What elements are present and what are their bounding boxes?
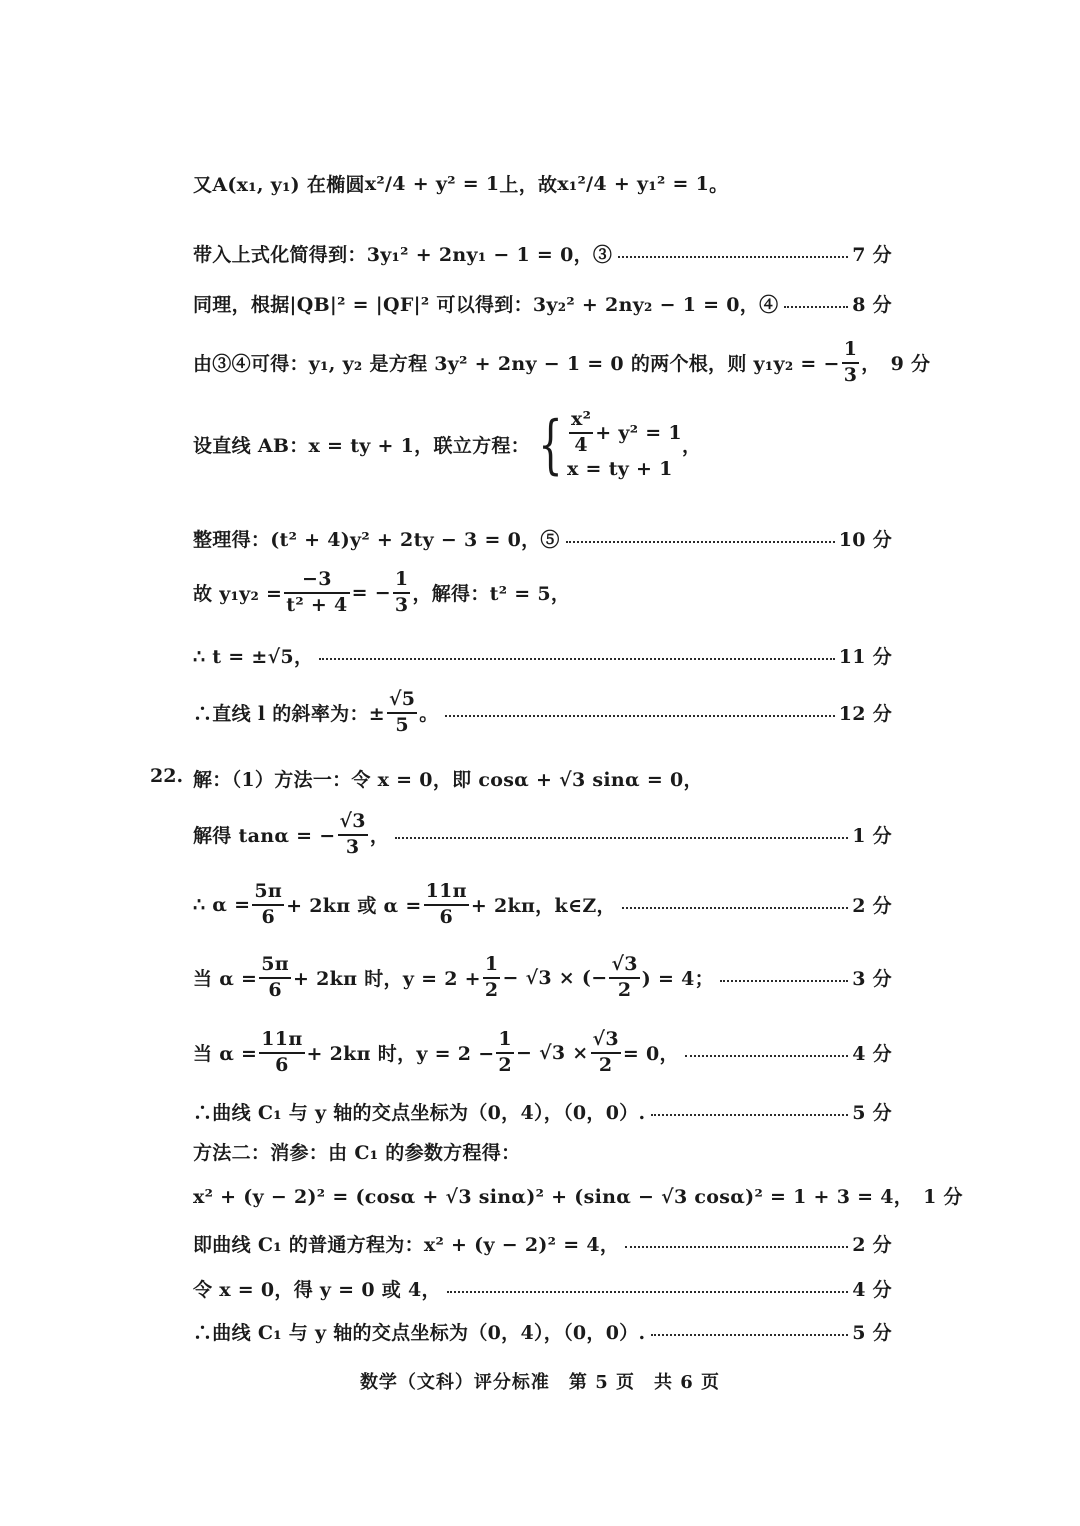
solution-line <box>193 1318 892 1345</box>
fraction-denominator: 6 <box>268 978 282 1001</box>
line-text: 令 x = 0，得 y = 0 或 4， <box>193 1279 441 1301</box>
fraction <box>387 690 417 736</box>
score-label: 1 分 <box>923 1186 963 1208</box>
line-text: + 2kπ 时，y = 2 + <box>293 968 481 991</box>
question-number: 22. <box>150 765 184 787</box>
score-label: 11 分 <box>838 646 892 668</box>
dotted-leader <box>618 254 848 258</box>
line-text: − √3 × (− <box>502 966 608 989</box>
solution-line <box>193 1138 892 1165</box>
dotted-leader <box>566 539 835 543</box>
line-text: ， <box>861 353 881 376</box>
text-segment: 又 <box>193 174 213 196</box>
solution-line-system <box>193 407 892 482</box>
fraction-numerator: √5 <box>388 688 416 710</box>
fraction <box>842 340 860 386</box>
score-label: 7 分 <box>852 244 892 266</box>
solution-line <box>193 882 892 928</box>
line-text: ， <box>681 435 702 458</box>
dotted-leader <box>651 1332 848 1336</box>
dotted-leader <box>622 905 848 909</box>
system-row-1-tail: + y² = 1 <box>595 421 682 444</box>
line-text: 整理得：(t² + 4)y² + 2ty − 3 = 0，⑤ <box>193 529 560 551</box>
fraction-numerator: 11π <box>261 1028 303 1050</box>
fraction-denominator: 6 <box>261 905 275 928</box>
fraction <box>338 812 368 858</box>
score-label: 8 分 <box>852 294 892 316</box>
line-text: ，解得：t² = 5， <box>412 583 571 606</box>
score-label: 4 分 <box>852 1279 892 1301</box>
fraction <box>569 410 593 456</box>
fraction-denominator: 2 <box>598 1053 613 1076</box>
line-text: 。 <box>419 703 439 726</box>
dotted-leader <box>720 978 848 982</box>
fraction-numerator: 1 <box>498 1028 512 1050</box>
score-label: 2 分 <box>852 1234 892 1256</box>
solution-line <box>193 1098 892 1125</box>
solution-line <box>193 1230 892 1257</box>
solution-line <box>193 290 892 317</box>
dotted-leader <box>445 713 835 717</box>
text-segment: A(x₁, y₁) 在椭圆 <box>212 174 365 196</box>
dotted-leader <box>447 1289 848 1293</box>
line-text: 故 y₁y₂ = <box>193 583 283 606</box>
line-text: 由③④可得：y₁, y₂ 是方程 3y² + 2ny − 1 = 0 的两个根，则 y₁y₂ = − <box>193 353 840 376</box>
line-text: 带入上式化简得到：3y₁² + 2ny₁ − 1 = 0，③ <box>193 244 613 266</box>
brace-symbol: { <box>538 407 563 482</box>
equation-point-on-ellipse: x₁²/4 + y₁² = 1 <box>557 172 710 195</box>
text-segment: 上，故 <box>499 174 558 196</box>
fraction <box>483 955 501 1001</box>
line-text: ， <box>369 825 390 848</box>
solution-line <box>193 1182 963 1209</box>
fraction-denominator: 3 <box>345 835 360 858</box>
fraction-numerator: x² <box>571 408 592 430</box>
score-label: 3 分 <box>852 968 892 991</box>
fraction <box>496 1030 514 1076</box>
fraction-denominator: 2 <box>498 1053 512 1076</box>
fraction-denominator: 6 <box>275 1053 289 1076</box>
page-footer: 数学（文科）评分标准 第 5 页 共 6 页 <box>359 1372 721 1393</box>
equation-ellipse: x²/4 + y² = 1 <box>364 172 500 195</box>
solution-line <box>193 690 892 736</box>
line-text: 方法二：消参：由 C₁ 的参数方程得： <box>193 1142 521 1164</box>
solution-line <box>193 525 892 552</box>
score-label: 5 分 <box>852 1102 892 1124</box>
solution-line <box>193 240 892 267</box>
dotted-leader <box>395 835 848 839</box>
line-text: x² + (y − 2)² = (cosα + √3 sinα)² + (sinα − √3 cosα)² = 1 + 3 = 4， <box>193 1186 914 1208</box>
solution-line <box>193 955 892 1001</box>
line-text: 解：（1）方法一：令 x = 0，即 cosα + √3 sinα = 0， <box>193 769 703 791</box>
line-content <box>193 170 728 197</box>
fraction <box>609 955 639 1001</box>
line-text: ∴曲线 C₁ 与 y 轴的交点坐标为（0，4），（0，0）. <box>193 1322 646 1344</box>
line-text: 当 α = <box>193 1043 258 1066</box>
equation-system <box>530 407 682 482</box>
fraction <box>252 882 284 928</box>
fraction <box>424 882 469 928</box>
score-label: 2 分 <box>852 895 892 918</box>
fraction-numerator: √3 <box>339 810 366 832</box>
fraction-numerator: 5π <box>261 953 290 975</box>
line-text: = − <box>351 581 391 604</box>
fraction-denominator: 3 <box>394 593 409 616</box>
fraction-denominator: 6 <box>439 905 453 928</box>
line-text: ∴ t = ±√5， <box>193 646 314 668</box>
fraction-denominator: 5 <box>395 713 409 736</box>
score-label: 12 分 <box>838 703 892 726</box>
score-label: 5 分 <box>852 1322 892 1344</box>
fraction-numerator: 1 <box>843 338 858 360</box>
line-text: + 2kπ，k∈Z， <box>470 895 616 918</box>
dotted-leader <box>319 656 834 660</box>
fraction-numerator: √3 <box>611 953 638 975</box>
solution-line <box>193 1030 892 1076</box>
line-text: + 2kπ 或 α = <box>286 895 422 918</box>
system-row-2: x = ty + 1 <box>567 457 673 480</box>
fraction-numerator: √3 <box>592 1028 619 1050</box>
dotted-leader <box>651 1112 848 1116</box>
fraction <box>591 1030 621 1076</box>
question-22-intro <box>193 765 892 792</box>
solution-line <box>193 338 931 386</box>
fraction-denominator: 2 <box>484 978 499 1001</box>
fraction-numerator: 5π <box>254 880 283 902</box>
fraction-denominator: 2 <box>617 978 632 1001</box>
score-label: 9 分 <box>890 353 931 376</box>
fraction-numerator: −3 <box>302 568 332 590</box>
fraction-denominator: t² + 4 <box>286 593 348 616</box>
solution-line <box>193 642 892 669</box>
fraction <box>259 955 291 1001</box>
line-text: ∴直线 l 的斜率为：± <box>193 703 385 726</box>
line-text: − √3 × <box>515 1041 589 1064</box>
fraction-numerator: 1 <box>394 568 409 590</box>
dotted-leader <box>625 1244 848 1248</box>
solution-line <box>193 812 892 858</box>
line-text: 即曲线 C₁ 的普通方程为：x² + (y − 2)² = 4， <box>193 1234 620 1256</box>
score-label: 10 分 <box>838 529 892 551</box>
line-text: ∴ α = <box>193 893 251 916</box>
fraction-numerator: 11π <box>425 880 467 902</box>
dotted-leader <box>784 304 848 308</box>
line-text: 当 α = <box>193 968 258 991</box>
line-text: ∴曲线 C₁ 与 y 轴的交点坐标为（0，4），（0，0）. <box>193 1102 646 1124</box>
line-text: 同理，根据|QB|² = |QF|² 可以得到：3y₂² + 2ny₂ − 1 = 0，④ <box>193 294 779 316</box>
fraction <box>284 570 349 616</box>
score-label: 4 分 <box>852 1043 892 1066</box>
solution-line <box>193 570 892 616</box>
score-label: 1 分 <box>852 825 892 848</box>
line-text: = 0， <box>622 1043 679 1066</box>
text-segment: 。 <box>709 174 729 196</box>
fraction-denominator: 4 <box>574 433 588 456</box>
line-text: ) = 4； <box>641 968 714 991</box>
fraction <box>259 1030 304 1076</box>
line-text: 解得 tanα = − <box>193 825 336 848</box>
solution-line <box>193 1275 892 1302</box>
dotted-leader <box>685 1053 848 1057</box>
line-text: + 2kπ 时，y = 2 − <box>306 1043 495 1066</box>
fraction-numerator: 1 <box>484 953 499 975</box>
solution-line-ellipse <box>193 170 892 197</box>
fraction <box>393 570 411 616</box>
fraction-denominator: 3 <box>843 363 858 386</box>
line-text: 设直线 AB：x = ty + 1，联立方程： <box>193 435 530 458</box>
